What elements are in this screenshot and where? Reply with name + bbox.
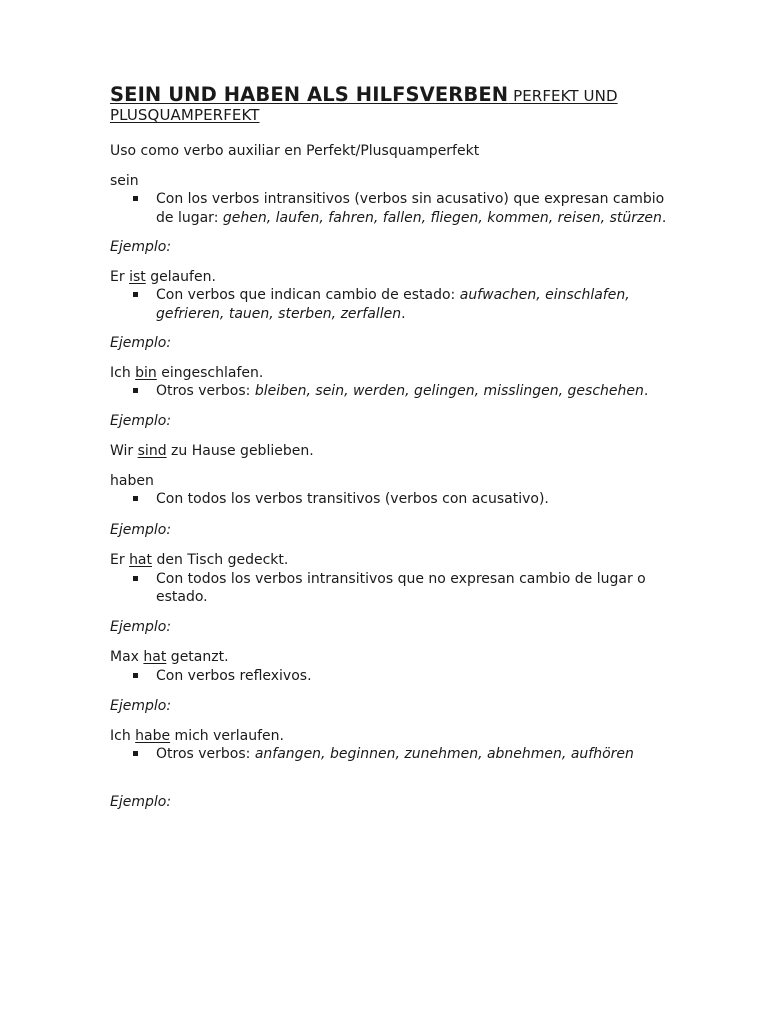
bullet-square-icon xyxy=(133,388,138,393)
auxiliary-verb: bin xyxy=(135,364,157,381)
example-label: Ejemplo: xyxy=(110,521,172,538)
bullet-end: . xyxy=(401,305,406,322)
list-item xyxy=(110,570,670,607)
bullet-square-icon xyxy=(133,196,138,201)
title-subtitle-line2: PLUSQUAMPERFEKT xyxy=(110,106,260,124)
list-item xyxy=(110,490,670,509)
title-subtitle-line1: PERFEKT UND xyxy=(508,87,618,105)
example-sentence xyxy=(110,727,670,746)
bullet-verbs: bleiben, sein, werden, gelingen, misslingen, geschehen xyxy=(254,383,644,399)
section-heading-sein: sein xyxy=(110,172,139,189)
example-sentence xyxy=(110,442,670,461)
example-pre: Ich xyxy=(110,727,136,744)
section-heading-haben: haben xyxy=(110,472,154,489)
bullet-square-icon xyxy=(133,292,138,297)
bullet-square-icon xyxy=(133,673,138,678)
example-pre: Max xyxy=(110,649,144,665)
example-sentence xyxy=(110,648,670,667)
list-item xyxy=(110,745,670,764)
bullet-text: Otros verbos: xyxy=(156,383,255,399)
intro-text: Uso como verbo auxiliar en Perfekt/Plusquamperfekt xyxy=(110,143,480,159)
bullet-end: . xyxy=(661,209,667,226)
example-label: Ejemplo: xyxy=(110,618,172,635)
bullet-verbs: gehen, laufen, fahren, fallen, fliegen, kommen, reisen, stürzen xyxy=(222,209,662,226)
example-label: Ejemplo: xyxy=(110,335,172,351)
example-post: gelaufen. xyxy=(145,268,216,285)
example-post: den Tisch gedeckt. xyxy=(152,552,289,568)
list-item xyxy=(110,286,670,323)
example-label: Ejemplo: xyxy=(110,412,172,429)
bullet-square-icon xyxy=(133,576,138,581)
example-pre: Er xyxy=(110,268,130,285)
example-post: getanzt. xyxy=(166,649,229,665)
bullet-text: Con los verbos intransitivos (verbos sin acusativo) que expresan cambio de lugar: xyxy=(156,191,665,226)
bullet-text: Con todos los verbos transitivos (verbos con acusativo). xyxy=(156,491,549,507)
auxiliary-verb: ist xyxy=(129,268,146,285)
example-pre: Ich xyxy=(110,364,136,381)
example-post: eingeschlafen. xyxy=(156,364,264,381)
example-sentence xyxy=(110,268,670,287)
example-label: Ejemplo: xyxy=(110,698,172,714)
document-page xyxy=(110,84,670,811)
auxiliary-verb: hat xyxy=(129,552,153,568)
example-post: mich verlaufen. xyxy=(170,727,284,744)
auxiliary-verb: hat xyxy=(143,649,167,665)
auxiliary-verb: sind xyxy=(137,443,167,459)
bullet-square-icon xyxy=(133,496,138,501)
bullet-verbs: anfangen, beginnen, zunehmen, abnehmen, aufhören xyxy=(254,746,634,762)
example-sentence xyxy=(110,551,670,570)
page-title xyxy=(110,84,670,125)
bullet-text: Con verbos reflexivos. xyxy=(156,667,312,684)
example-pre: Wir xyxy=(110,443,138,459)
title-main: SEIN UND HABEN ALS HILFSVERBEN xyxy=(110,83,509,106)
example-label: Ejemplo: xyxy=(110,793,172,810)
bullet-text: Con todos los verbos intransitivos que no expresan cambio de lugar o estado. xyxy=(156,570,646,605)
list-item xyxy=(110,190,670,227)
bullet-text: Otros verbos: xyxy=(156,746,255,762)
example-label: Ejemplo: xyxy=(110,239,172,255)
example-post: zu Hause geblieben. xyxy=(166,443,314,459)
example-sentence xyxy=(110,364,670,383)
bullet-end: . xyxy=(643,383,649,399)
bullet-text: Con verbos que indican cambio de estado: xyxy=(156,287,460,303)
list-item xyxy=(110,667,670,686)
example-pre: Er xyxy=(110,552,130,568)
list-item xyxy=(110,382,670,401)
bullet-verbs: aufwachen, einschlafen, gefrieren, tauen, sterben, zerfallen xyxy=(156,287,630,322)
bullet-square-icon xyxy=(133,751,138,756)
auxiliary-verb: habe xyxy=(135,727,171,744)
